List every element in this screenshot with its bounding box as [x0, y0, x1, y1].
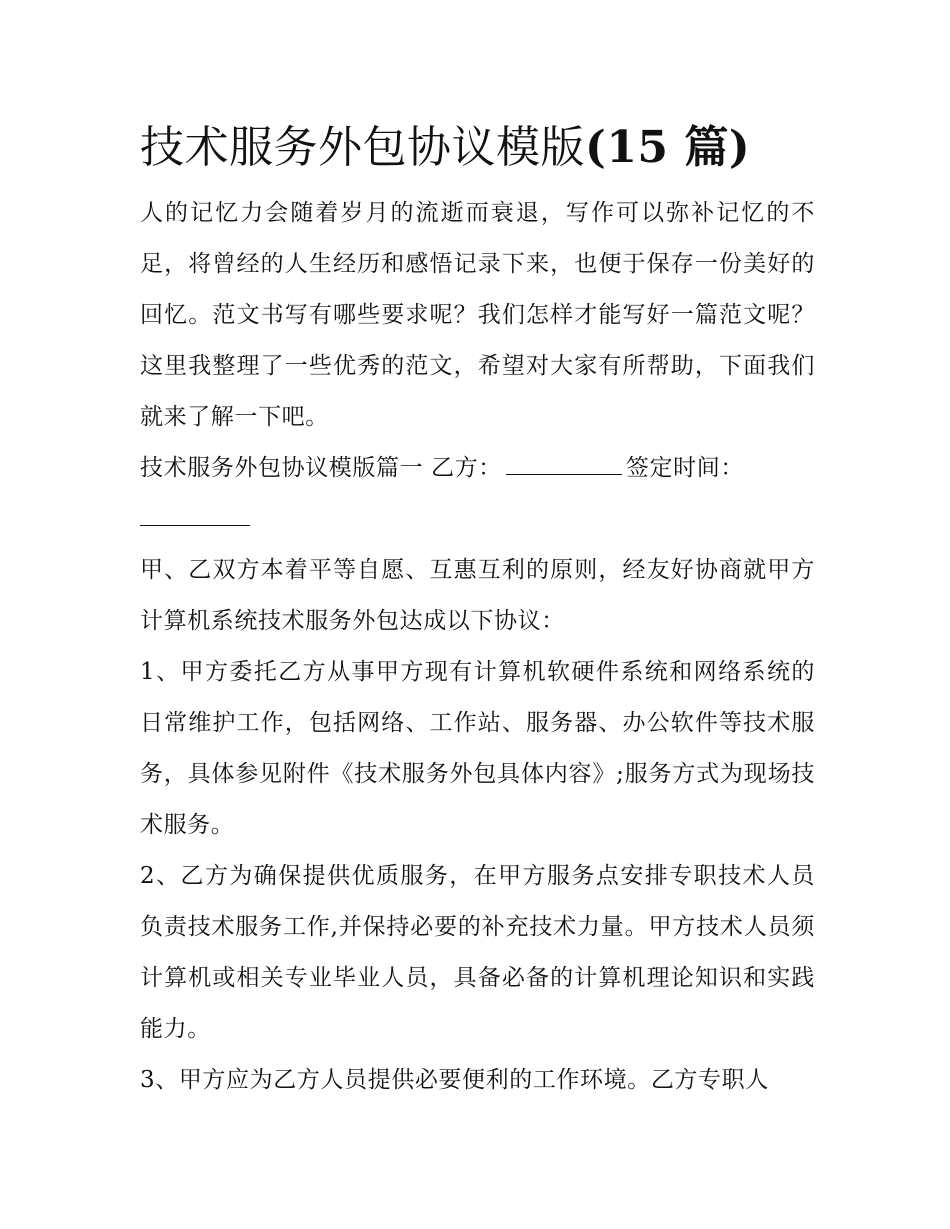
sign-time-blank	[140, 503, 250, 526]
sign-time-label: 签定时间：	[625, 455, 744, 481]
clause-3: 3、甲方应为乙方人员提供必要便利的工作环境。乙方专职人	[140, 1067, 769, 1093]
document-page	[140, 110, 815, 1106]
clause-1: 1、甲方委托乙方从事甲方现有计算机软硬件系统和网络系统的日常维护工作，包括网络、工作站、服务器、办公软件等技术服务，具体参见附件《技术服务外包具体内容》;服务方式为现场技术服务。	[140, 659, 815, 838]
party-b-blank	[506, 452, 622, 475]
section-heading-line	[140, 443, 815, 494]
section-heading-prefix: 技术服务外包协议模版篇一 乙方：	[140, 455, 502, 481]
title-main: 技术服务外包协议模版	[140, 122, 585, 173]
agreement-paragraph: 甲、乙双方本着平等自愿、互惠互利的原则，经友好协商就甲方计算机系统技术服务外包达成以下协议：	[140, 557, 815, 634]
sign-time-blank-line	[140, 494, 815, 545]
intro-paragraph: 人的记忆力会随着岁月的流逝而衰退，写作可以弥补记忆的不足，将曾经的人生经历和感悟记录下来，也便于保存一份美好的回忆。范文书写有哪些要求呢？我们怎样才能写好一篇范文呢？这里我整理了一些优秀的范文，希望对大家有所帮助，下面我们就来了解一下吧。	[140, 200, 815, 430]
clause-2: 2、乙方为确保提供优质服务，在甲方服务点安排专职技术人员负责技术服务工作,并保持必要的补充技术力量。甲方技术人员须计算机或相关专业毕业人员，具备必备的计算机理论知识和实践能力。	[140, 863, 815, 1042]
title-suffix: (15 篇)	[585, 122, 751, 173]
document-title	[140, 110, 815, 186]
